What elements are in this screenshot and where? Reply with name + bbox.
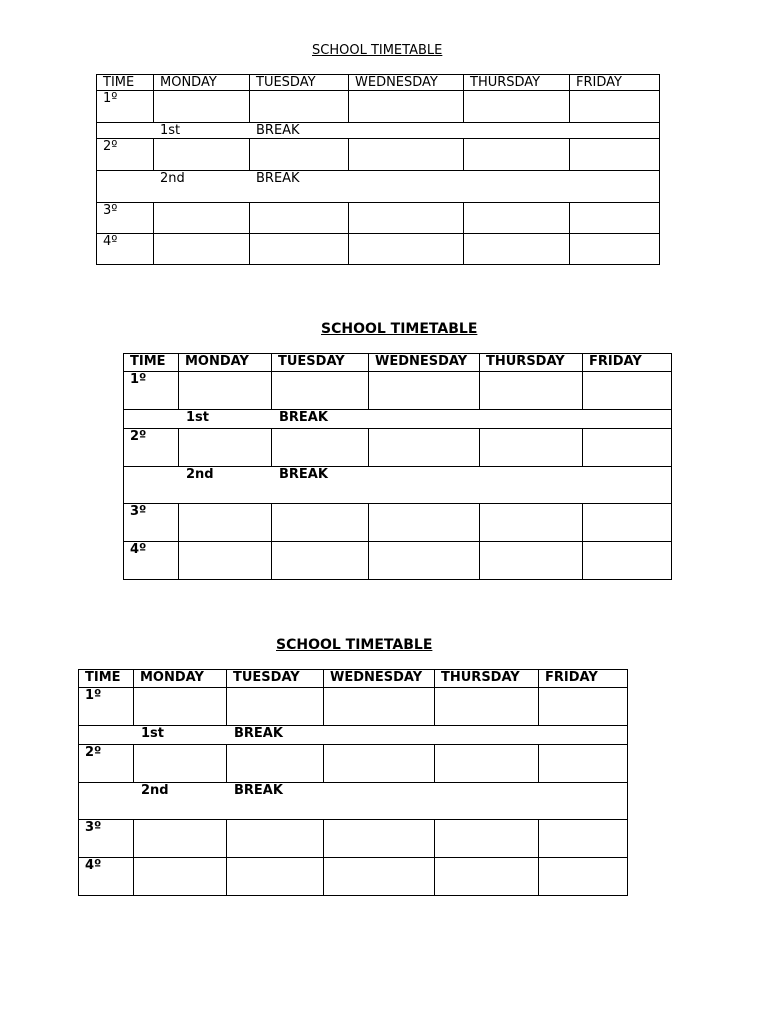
break-row [124, 467, 672, 504]
period-label: 2º [79, 745, 134, 783]
cell-wednesday [324, 688, 435, 726]
period-row [79, 820, 628, 858]
header-tuesday: TUESDAY [227, 670, 324, 688]
cell-thursday [480, 372, 583, 410]
period-row [124, 542, 672, 580]
break-ordinal: 2nd [141, 783, 169, 798]
cell-tuesday [272, 542, 369, 580]
cell-tuesday [250, 234, 349, 265]
cell-monday [179, 372, 272, 410]
header-thursday: THURSDAY [464, 75, 570, 91]
header-time: TIME [97, 75, 154, 91]
break-ordinal: 1st [141, 726, 164, 741]
cell-wednesday [369, 429, 480, 467]
cell-tuesday [227, 688, 324, 726]
cell-monday [154, 234, 250, 265]
header-wednesday: WEDNESDAY [324, 670, 435, 688]
break-label: BREAK [279, 410, 328, 425]
period-row [79, 745, 628, 783]
break-row [97, 123, 660, 139]
cell-friday [539, 688, 628, 726]
cell-friday [570, 234, 660, 265]
period-row [79, 688, 628, 726]
timetable-3-title: SCHOOL TIMETABLE [276, 637, 433, 653]
cell-thursday [480, 504, 583, 542]
header-row [124, 354, 672, 372]
period-label: 3º [79, 820, 134, 858]
cell-thursday [480, 429, 583, 467]
break-cell [124, 467, 672, 504]
period-row [124, 429, 672, 467]
cell-thursday [464, 203, 570, 234]
period-label: 3º [97, 203, 154, 234]
cell-tuesday [227, 820, 324, 858]
period-row [124, 504, 672, 542]
cell-tuesday [250, 91, 349, 123]
cell-thursday [464, 91, 570, 123]
period-label: 1º [97, 91, 154, 123]
period-row [97, 234, 660, 265]
period-row [97, 91, 660, 123]
period-row [124, 372, 672, 410]
header-friday: FRIDAY [539, 670, 628, 688]
cell-thursday [464, 139, 570, 171]
break-label: BREAK [256, 171, 300, 186]
break-ordinal: 2nd [160, 171, 185, 186]
header-friday: FRIDAY [570, 75, 660, 91]
cell-wednesday [349, 91, 464, 123]
cell-friday [539, 858, 628, 896]
break-ordinal: 1st [186, 410, 209, 425]
header-time: TIME [124, 354, 179, 372]
cell-friday [583, 429, 672, 467]
break-ordinal: 2nd [186, 467, 214, 482]
cell-thursday [435, 820, 539, 858]
cell-wednesday [349, 234, 464, 265]
cell-tuesday [272, 504, 369, 542]
period-row [97, 203, 660, 234]
cell-monday [134, 820, 227, 858]
cell-friday [539, 820, 628, 858]
break-row [79, 726, 628, 745]
break-row [79, 783, 628, 820]
cell-friday [583, 504, 672, 542]
header-time: TIME [79, 670, 134, 688]
break-row [124, 410, 672, 429]
break-cell [97, 171, 660, 203]
cell-monday [179, 504, 272, 542]
cell-wednesday [324, 858, 435, 896]
header-thursday: THURSDAY [435, 670, 539, 688]
break-cell [97, 123, 660, 139]
cell-friday [570, 203, 660, 234]
break-label: BREAK [234, 783, 283, 798]
timetable-2-title: SCHOOL TIMETABLE [321, 321, 478, 337]
timetable-1-title: SCHOOL TIMETABLE [312, 43, 443, 58]
header-row [79, 670, 628, 688]
cell-friday [583, 372, 672, 410]
header-wednesday: WEDNESDAY [349, 75, 464, 91]
header-monday: MONDAY [179, 354, 272, 372]
period-label: 1º [79, 688, 134, 726]
cell-monday [154, 203, 250, 234]
break-cell [124, 410, 672, 429]
timetable-1 [96, 74, 660, 265]
timetable-3 [78, 669, 628, 896]
period-row [97, 139, 660, 171]
break-cell [79, 726, 628, 745]
cell-friday [570, 91, 660, 123]
cell-tuesday [250, 139, 349, 171]
cell-monday [134, 858, 227, 896]
period-label: 2º [124, 429, 179, 467]
period-label: 1º [124, 372, 179, 410]
cell-tuesday [272, 429, 369, 467]
break-ordinal: 1st [160, 123, 181, 138]
break-cell [79, 783, 628, 820]
period-label: 4º [79, 858, 134, 896]
period-label: 3º [124, 504, 179, 542]
header-wednesday: WEDNESDAY [369, 354, 480, 372]
cell-monday [154, 91, 250, 123]
cell-monday [134, 745, 227, 783]
header-monday: MONDAY [134, 670, 227, 688]
cell-friday [570, 139, 660, 171]
break-label: BREAK [279, 467, 328, 482]
cell-tuesday [227, 858, 324, 896]
break-row [97, 171, 660, 203]
cell-tuesday [227, 745, 324, 783]
cell-tuesday [272, 372, 369, 410]
header-thursday: THURSDAY [480, 354, 583, 372]
header-tuesday: TUESDAY [272, 354, 369, 372]
cell-monday [179, 542, 272, 580]
cell-monday [134, 688, 227, 726]
cell-thursday [435, 745, 539, 783]
cell-thursday [435, 858, 539, 896]
header-monday: MONDAY [154, 75, 250, 91]
cell-monday [179, 429, 272, 467]
period-label: 4º [124, 542, 179, 580]
period-label: 4º [97, 234, 154, 265]
cell-wednesday [369, 372, 480, 410]
cell-monday [154, 139, 250, 171]
break-label: BREAK [256, 123, 300, 138]
cell-wednesday [369, 504, 480, 542]
cell-thursday [480, 542, 583, 580]
period-row [79, 858, 628, 896]
cell-thursday [464, 234, 570, 265]
cell-wednesday [324, 745, 435, 783]
cell-tuesday [250, 203, 349, 234]
cell-wednesday [369, 542, 480, 580]
timetable-2 [123, 353, 672, 580]
cell-wednesday [349, 139, 464, 171]
header-row [97, 75, 660, 91]
header-tuesday: TUESDAY [250, 75, 349, 91]
cell-wednesday [324, 820, 435, 858]
cell-wednesday [349, 203, 464, 234]
cell-friday [539, 745, 628, 783]
cell-thursday [435, 688, 539, 726]
break-label: BREAK [234, 726, 283, 741]
period-label: 2º [97, 139, 154, 171]
header-friday: FRIDAY [583, 354, 672, 372]
cell-friday [583, 542, 672, 580]
